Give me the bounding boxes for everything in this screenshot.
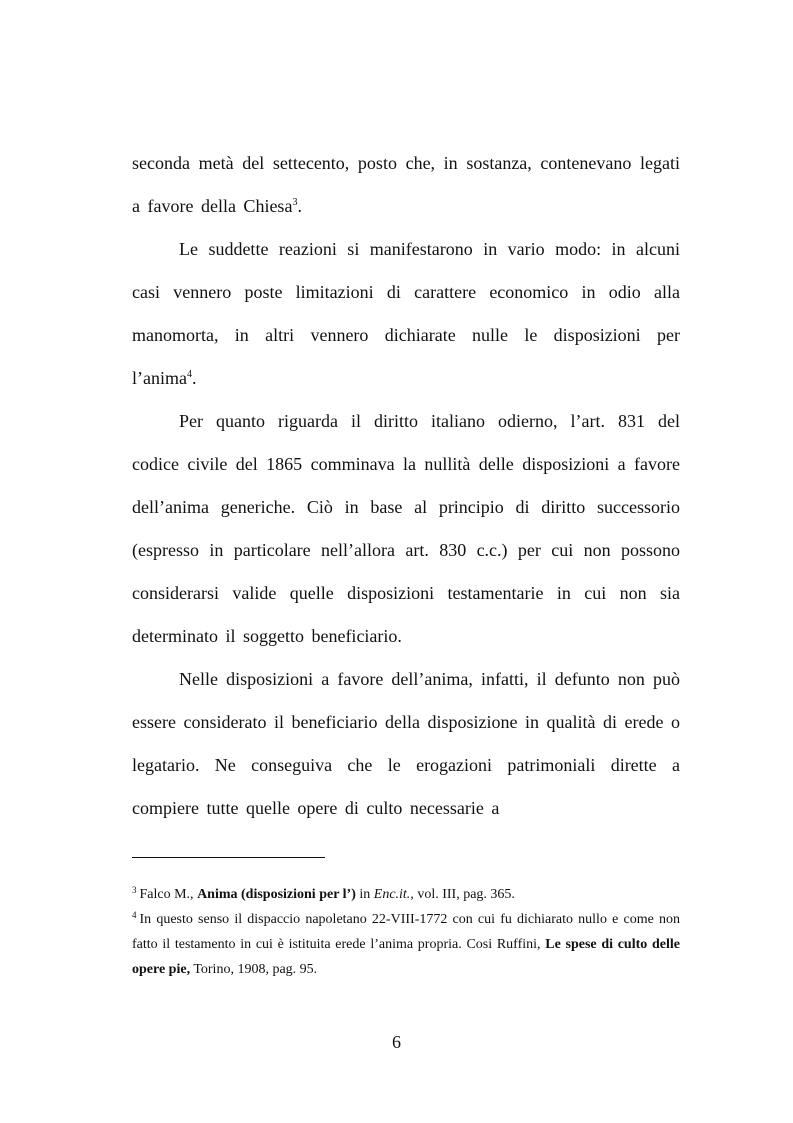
footnote-text: In questo senso il dispaccio napoletano 22-VIII-1772 con cui fu dichiarato nullo e come non fatto il testamento in cui è istituita erede l’anima propria. Cosi Ruffini, [132,912,680,952]
paragraph-2-end: . [191,368,197,388]
footnote-ref-4[interactable]: 4 [186,369,192,380]
footnote-title: Anima (disposizioni per l’) [197,887,356,902]
paragraph-2 [132,228,680,400]
paragraph-4 [132,658,680,830]
footnote-text: Falco M., [139,887,198,902]
paragraph-3 [132,400,680,658]
paragraph-1-end: . [297,196,302,216]
footnote-text: vol. III, pag. 365. [413,887,515,902]
main-text [132,142,680,830]
paragraph-2-text: Le suddette reazioni si manifestarono in vario modo: in alcuni casi vennero poste limitazioni di carattere economico in odio alla manomorta, in altri vennero dichiarate nulle le disposizioni per l’anima [132,239,680,388]
footnote-source: Enc.it., [373,887,414,902]
footnote-title: Le spese di culto delle opere pie, [132,937,680,977]
footnote-text: in [355,887,374,902]
paragraph-1-text: seconda metà del settecento, posto che, in sostanza, contenevano legati a favore della Chiesa [132,153,680,216]
paragraph-1 [132,142,680,228]
footnote-text: Torino, 1908, pag. 95. [190,962,318,977]
page-number: 6 [392,1032,401,1052]
footnote-4 [132,907,680,982]
footnote-separator [132,857,325,858]
footnote-3 [132,882,680,907]
paragraph-4-text: Nelle disposizioni a favore dell’anima, infatti, il defunto non può essere considerato il beneficiario della disposizione in qualità di erede o legatario. Ne conseguiva che le erogazioni patrimoniali dirette a compiere tutte quelle opere di culto necessarie a [132,669,680,818]
paragraph-3-text: Per quanto riguarda il diritto italiano odierno, l’art. 831 del codice civile del 1865 comminava la nullità delle disposizioni a favore dell’anima generiche. Ciò in base al principio di diritto successorio (espresso in particolare nell’allora art. 830 c.c.) per cui non possono considerarsi valide quelle disposizioni testamentarie in cui non sia determinato il soggetto beneficiario. [132,411,680,646]
footnote-ref-3[interactable]: 3 [292,197,298,208]
footnotes [132,882,680,982]
footnote-number: 4 [132,910,137,920]
footnote-number: 3 [132,885,137,895]
